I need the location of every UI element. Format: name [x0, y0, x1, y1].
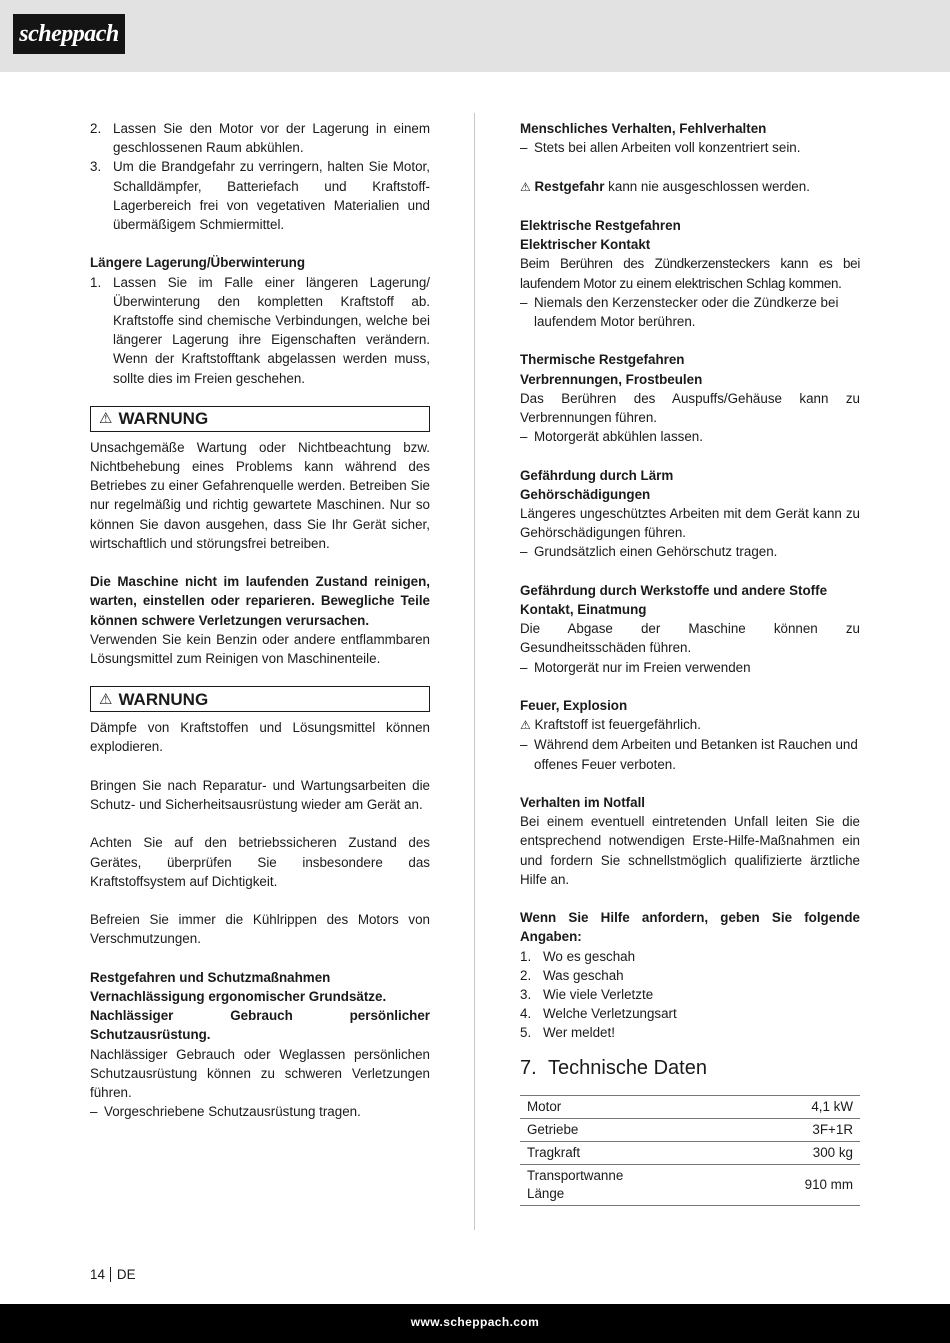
fire-heading: Feuer, Explosion	[520, 698, 628, 713]
list-item	[90, 157, 430, 234]
list-number: 3.	[90, 159, 102, 175]
emergency-text: Bei einem eventuell eintretenden Unfall leiten Sie die entsprechend notwendigen Erste-Hilfe-Maßnahmen ein und fordern Sie schnellstmöglich qualifizierte ärztliche Hilfe an.	[520, 814, 860, 887]
dash-item: – Niemals den Kerzenstecker oder die Zündkerze bei laufendem Motor berühren.	[520, 294, 839, 329]
page-header	[0, 0, 950, 72]
right-column	[520, 119, 860, 1206]
section-title: 7. Technische Daten	[520, 1056, 707, 1079]
warning-triangle-icon: ⚠	[520, 179, 531, 194]
residual-subheading: Vernachlässigung ergonomischer Grundsätze.	[90, 989, 387, 1005]
page-number: 14 DE	[90, 1267, 136, 1282]
dash-item: – Vorgeschriebene Schutzausrüstung tragen.	[90, 1104, 361, 1120]
warning-triangle-icon: ⚠	[520, 718, 531, 733]
therm-subheading: Verbrennungen, Frostbeulen	[520, 371, 703, 387]
list-item	[90, 119, 430, 157]
warning-text: Unsachgemäße Wartung oder Nichtbeachtung bzw. Nichtbehebung eines Problems kann während des Betriebes zu einer Gefahrenquelle werden. Betreiben Sie nur regelmäßig und richtig gewartete Maschinen. Nur so können Sie davon ausgehen, dass Sie Ihr Gerät sicher, wirtschaftlich und störungsfrei betreiben.	[90, 439, 430, 551]
list-number: 2.	[90, 121, 102, 136]
paragraph-fins: Befreien Sie immer die Kühlrippen des Motors von Verschmutzungen.	[90, 912, 430, 947]
left-column	[90, 119, 430, 1121]
therm-text: Das Berühren des Auspuffs/Gehäuse kann zu Verbrennungen führen.	[520, 390, 860, 425]
table-row: Transportwanne Länge 910 mm	[520, 1164, 860, 1205]
fire-warning: ⚠ Kraftstoff ist feuergefährlich.	[520, 717, 701, 733]
column-divider	[474, 113, 475, 1230]
dash-item: – Grundsätzlich einen Gehörschutz tragen.	[520, 544, 778, 560]
elec-text: Beim Berühren des Zündkerzensteckers kann es bei laufendem Motor zu einem elektrischen Schlag kommen.	[520, 256, 860, 291]
warning-box	[90, 406, 430, 432]
paragraph-state: Achten Sie auf den betriebssicheren Zustand des Gerätes, überprüfen Sie insbesondere das Kraftstoffsystem auf Dichtigkeit.	[90, 835, 430, 889]
noise-text: Längeres ungeschütztes Arbeiten mit dem Gerät kann zu Gehörschädigungen führen.	[520, 506, 860, 541]
table-row: Getriebe 3F+1R	[520, 1118, 860, 1141]
solvent-note: Verwenden Sie kein Benzin oder andere entflammbaren Lösungsmittel zum Reinigen von Maschinenteile.	[90, 631, 430, 667]
bold-note: Die Maschine nicht im laufenden Zustand reinigen, warten, einstellen oder reparieren. Bewegliche Teile können schwere Verletzungen verursachen.	[90, 574, 430, 628]
list-text: Um die Brandgefahr zu verringern, halten Sie Motor, Schalldämpfer, Batteriefach und Kraftstoff-Lagerbereich frei von vegetativen Materialien und übermäßigem Schmiermittel.	[113, 159, 430, 233]
dash-item: – Stets bei allen Arbeiten voll konzentriert sein.	[520, 140, 801, 156]
list-item	[90, 273, 430, 388]
dash-item: – Motorgerät abkühlen lassen.	[520, 429, 703, 445]
warning-label: WARNUNG	[118, 409, 209, 429]
list-item: 1. Wo es geschah	[520, 948, 636, 964]
warning-text: Dämpfe von Kraftstoffen und Lösungsmittel können explodieren.	[90, 720, 430, 755]
dash-item: – Motorgerät nur im Freien verwenden	[520, 659, 751, 675]
elec-heading: Elektrische Restgefahren	[520, 217, 681, 233]
noise-subheading: Gehörschädigungen	[520, 486, 651, 502]
material-text: Die Abgase der Maschine können zu Gesundheitsschäden führen.	[520, 621, 860, 656]
brand-logo: scheppach	[13, 14, 125, 54]
warning-triangle-icon: ⚠	[99, 690, 113, 708]
human-heading: Menschliches Verhalten, Fehlverhalten	[520, 121, 767, 136]
residual-heading: Restgefahren und Schutzmaßnahmen	[90, 969, 331, 985]
elec-subheading: Elektrischer Kontakt	[520, 237, 651, 253]
table-row: Motor 4,1 kW	[520, 1095, 860, 1118]
noise-heading: Gefährdung durch Lärm	[520, 467, 674, 483]
list-item: 3. Wie viele Verletzte	[520, 987, 654, 1003]
list-item: 2. Was geschah	[520, 967, 624, 983]
table-row: Tragkraft 300 kg	[520, 1141, 860, 1164]
material-heading: Gefährdung durch Werkstoffe und andere Stoffe	[520, 582, 828, 598]
paragraph-repair: Bringen Sie nach Reparatur- und Wartungsarbeiten die Schutz- und Sicherheitsausrüstung wieder am Gerät an.	[90, 777, 430, 813]
warning-label: WARNUNG	[118, 689, 209, 709]
help-heading: Wenn Sie Hilfe anfordern, geben Sie folgende Angaben:	[520, 910, 860, 945]
storage-heading: Längere Lagerung/Überwinterung	[90, 255, 306, 271]
residual-text: Nachlässiger Gebrauch oder Weglassen persönlichen Schutzausrüstung können zu schweren Verletzungen führen.	[90, 1046, 430, 1101]
dash-item: – Während dem Arbeiten und Betanken ist Rauchen und offenes Feuer verboten.	[520, 737, 858, 772]
website-link[interactable]: www.scheppach.com	[410, 1315, 540, 1329]
list-item: 4. Welche Verletzungsart	[520, 1006, 677, 1022]
emergency-heading: Verhalten im Notfall	[520, 795, 646, 810]
therm-heading: Thermische Restgefahren	[520, 352, 685, 368]
list-text: Lassen Sie im Falle einer längeren Lagerung/ Überwinterung den kompletten Kraftstoff ab. Kraftstoffe sind chemische Verbindungen, welche bei längerer Lagerung ihre Eigenschaften verändern. Wenn der Kraftstofftank abgelassen werden muss, sollte dies im Freien geschehen.	[113, 274, 430, 386]
residual-subheading: Nachlässiger Gebrauch persönlicher Schutzausrüstung.	[90, 1008, 430, 1043]
list-text: Lassen Sie den Motor vor der Lagerung in einem geschlossenen Raum abkühlen.	[113, 121, 430, 156]
warning-box	[90, 686, 430, 712]
list-number: 1.	[90, 274, 102, 290]
material-subheading: Kontakt, Einatmung	[520, 602, 647, 617]
tech-data-table	[520, 1095, 860, 1206]
list-item: 5. Wer meldet!	[520, 1025, 615, 1041]
restgefahr-line: ⚠ Restgefahr kann nie ausgeschlossen werden.	[520, 178, 810, 194]
page-footer	[0, 1304, 950, 1343]
warning-triangle-icon: ⚠	[99, 410, 113, 428]
